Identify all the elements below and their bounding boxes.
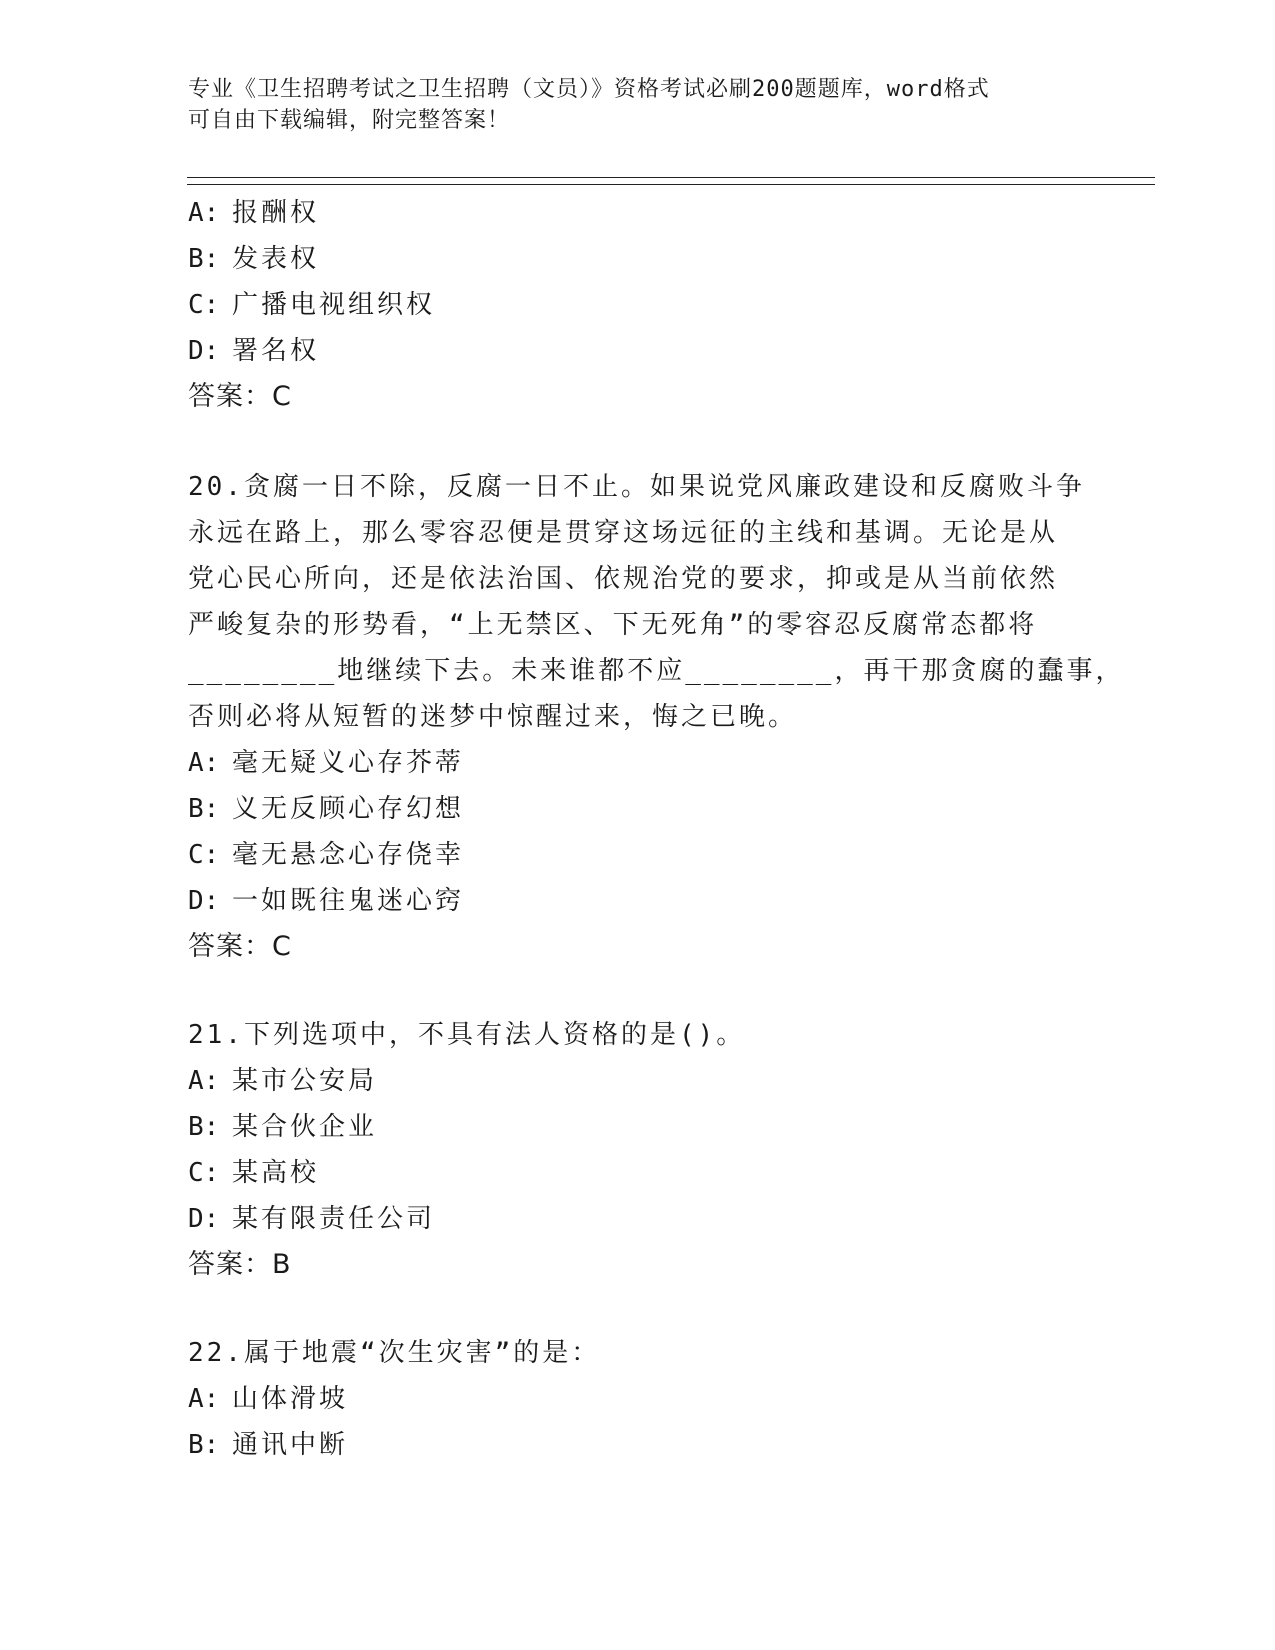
question-line: 22.属于地震“次生灾害”的是： bbox=[188, 1338, 601, 1368]
question-19-options bbox=[188, 190, 1088, 420]
option-a: A: 某市公安局 bbox=[188, 1066, 378, 1096]
question-21 bbox=[188, 1012, 1088, 1288]
document-header bbox=[188, 74, 1078, 136]
answer-21: 答案：B bbox=[188, 1249, 292, 1280]
question-line: 永远在路上，那么零容忍便是贯穿这场远征的主线和基调。无论是从 bbox=[188, 518, 1059, 548]
question-line: 否则必将从短暂的迷梦中惊醒过来，悔之已晚。 bbox=[188, 702, 798, 732]
question-line: 21.下列选项中，不具有法人资格的是()。 bbox=[188, 1020, 746, 1050]
question-line: 党心民心所向，还是依法治国、依规治党的要求，抑或是从当前依然 bbox=[188, 564, 1059, 594]
question-20 bbox=[188, 464, 1125, 970]
answer-19: 答案：C bbox=[188, 381, 292, 412]
question-22 bbox=[188, 1330, 1088, 1468]
question-line: 严峻复杂的形势看，“上无禁区、下无死角”的零容忍反腐常态都将 bbox=[188, 610, 1038, 640]
option-d: D: 某有限责任公司 bbox=[188, 1204, 436, 1234]
header-line-2: 可自由下载编辑，附完整答案！ bbox=[188, 108, 511, 133]
option-d: D: 一如既往鬼迷心窍 bbox=[188, 886, 465, 916]
option-b: B: 通讯中断 bbox=[188, 1430, 349, 1460]
option-b: B: 义无反顾心存幻想 bbox=[188, 794, 465, 824]
option-a: A: 毫无疑义心存芥蒂 bbox=[188, 748, 465, 778]
option-c: C: 毫无悬念心存侥幸 bbox=[188, 840, 465, 870]
option-a: A: 报酬权 bbox=[188, 198, 320, 228]
header-divider bbox=[187, 177, 1155, 185]
question-21-text bbox=[188, 1012, 1068, 1058]
option-c: C: 某高校 bbox=[188, 1158, 320, 1188]
option-c: C: 广播电视组织权 bbox=[188, 290, 436, 320]
question-line: ________地继续下去。未来谁都不应________，再干那贪腐的蠢事， bbox=[188, 656, 1125, 686]
option-b: B: 发表权 bbox=[188, 244, 320, 274]
option-b: B: 某合伙企业 bbox=[188, 1112, 378, 1142]
option-a: A: 山体滑坡 bbox=[188, 1384, 349, 1414]
question-20-text bbox=[188, 464, 1125, 740]
question-22-text bbox=[188, 1330, 1068, 1376]
question-line: 20.贪腐一日不除，反腐一日不止。如果说党风廉政建设和反腐败斗争 bbox=[188, 472, 1085, 502]
header-line-1: 专业《卫生招聘考试之卫生招聘（文员）》资格考试必刷200题题库，word格式 bbox=[188, 77, 990, 102]
answer-20: 答案：C bbox=[188, 931, 292, 962]
question-content bbox=[188, 190, 1125, 1468]
option-d: D: 署名权 bbox=[188, 336, 320, 366]
